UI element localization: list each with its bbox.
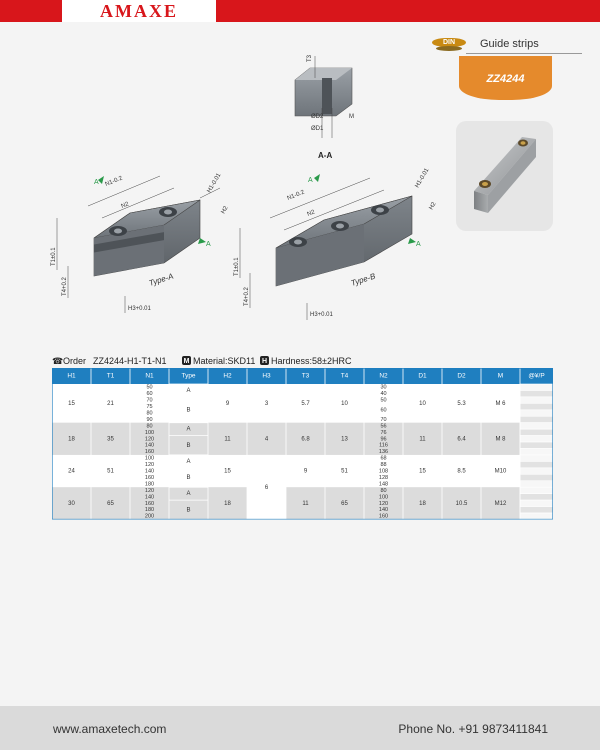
price-cell xyxy=(520,423,553,429)
cell-n1: 60 xyxy=(146,391,153,398)
cell-n2: 60 xyxy=(380,407,387,414)
cell-type: B xyxy=(186,507,191,514)
cell-t1: 65 xyxy=(107,500,114,507)
cell-t4: 13 xyxy=(341,436,348,443)
cell-n2: 88 xyxy=(380,462,387,469)
table-header-10: D2 xyxy=(457,372,466,380)
cell-n1: 160 xyxy=(144,474,155,481)
cell-t4: 51 xyxy=(341,468,348,475)
type-b-label: Type-B xyxy=(349,271,377,288)
cell-n1: 160 xyxy=(144,500,155,507)
label-t1-a: T1±0.1 xyxy=(51,247,57,266)
cell-type: A xyxy=(186,426,191,433)
cell-n1: 100 xyxy=(144,455,155,462)
label-d2: ØD2 xyxy=(311,114,324,120)
cell-n1: 80 xyxy=(146,410,153,417)
price-cell xyxy=(520,442,553,448)
cell-n2: 160 xyxy=(378,513,389,520)
cell-t1: 21 xyxy=(107,400,114,407)
cell-h3-merged: 6 xyxy=(264,484,269,491)
cell-h2: 15 xyxy=(224,468,231,475)
cell-h2: 11 xyxy=(224,436,231,443)
din-badge-label: DIN xyxy=(432,38,466,47)
cell-n2: 30 xyxy=(380,384,387,391)
category-divider xyxy=(466,53,582,54)
cell-n2: 68 xyxy=(380,455,387,462)
cell-n1: 200 xyxy=(144,513,155,520)
price-cell xyxy=(520,513,553,519)
label-t4-a: T4+0.2 xyxy=(62,277,68,296)
cell-n1: 120 xyxy=(144,487,155,494)
product-code-tab xyxy=(459,56,552,100)
brand-logo: AMAXE xyxy=(100,1,178,21)
label-n2-a: N2 xyxy=(120,201,130,210)
price-cell xyxy=(520,461,553,467)
cell-h2: 9 xyxy=(225,400,230,407)
cell-h1: 24 xyxy=(68,468,75,475)
cell-n2: 140 xyxy=(378,507,389,514)
table-header-9: D1 xyxy=(418,372,427,380)
cell-n1: 80 xyxy=(146,423,153,430)
label-h1-a: H1-0.01 xyxy=(206,172,223,194)
cell-m: M 8 xyxy=(495,436,506,443)
cell-n2: 136 xyxy=(378,449,389,456)
price-cell xyxy=(520,384,553,390)
cell-n1: 120 xyxy=(144,462,155,469)
table-header-6: T3 xyxy=(301,372,310,380)
cell-n2: 96 xyxy=(380,436,387,443)
arrow-b-top: A xyxy=(308,177,313,184)
cell-d2: 6.4 xyxy=(457,436,466,443)
label-h3-b: H3+0.01 xyxy=(310,312,333,318)
cell-type: B xyxy=(186,442,191,449)
cell-n1: 140 xyxy=(144,494,155,501)
cell-n1: 160 xyxy=(144,449,155,456)
arrow-a-bottom: A xyxy=(206,241,211,248)
spec-table xyxy=(52,368,553,550)
cell-n2: 56 xyxy=(380,423,387,430)
price-cell xyxy=(520,455,553,461)
phone-number: Phone No. +91 9873411841 xyxy=(398,722,548,736)
price-cell xyxy=(520,410,553,416)
cell-n2: 128 xyxy=(378,474,389,481)
cell-type: A xyxy=(186,491,191,498)
cell-n1: 140 xyxy=(144,468,155,475)
cell-d2: 8.5 xyxy=(457,468,466,475)
label-t3: T3 xyxy=(307,54,313,62)
label-t1-b: T1±0.1 xyxy=(234,257,240,276)
price-cell xyxy=(520,468,553,474)
cell-n1: 180 xyxy=(144,481,155,488)
cell-t3: 5.7 xyxy=(301,400,310,407)
price-cell xyxy=(520,500,553,506)
cell-n1: 75 xyxy=(146,404,153,411)
cell-n2: 108 xyxy=(378,468,389,475)
cell-n2: 120 xyxy=(378,500,389,507)
material-spec: Material:SKD11 xyxy=(193,356,256,366)
category-title: Guide strips xyxy=(480,38,539,50)
table-group-bg xyxy=(52,455,553,487)
cell-n2: 50 xyxy=(380,397,387,404)
cell-d1: 11 xyxy=(419,436,426,443)
table-header-0: H1 xyxy=(67,372,76,380)
type-b-view xyxy=(234,167,438,320)
cell-m: M12 xyxy=(494,500,507,507)
price-cell xyxy=(520,449,553,455)
cell-m: M10 xyxy=(494,468,507,475)
footer xyxy=(0,706,600,750)
table-header-12: @¥/P xyxy=(528,372,545,380)
cell-n2: 40 xyxy=(380,391,387,398)
table-header-1: T1 xyxy=(106,372,115,380)
table-header-2: N1 xyxy=(145,372,154,380)
order-label: Order xyxy=(63,356,87,366)
cell-m: M 6 xyxy=(495,400,506,407)
cell-n1: 70 xyxy=(146,397,153,404)
label-d1: ØD1 xyxy=(311,126,324,132)
type-a-view xyxy=(51,172,230,313)
cell-h1: 18 xyxy=(68,436,75,443)
arrow-b-bottom: A xyxy=(416,241,421,248)
cell-h2: 18 xyxy=(224,500,231,507)
label-n1-a: N1-0.2 xyxy=(104,175,124,188)
cell-n2: 148 xyxy=(378,481,389,488)
cell-n1: 140 xyxy=(144,442,155,449)
cell-h1: 15 xyxy=(68,400,75,407)
section-label: A-A xyxy=(318,151,333,160)
cell-t1: 35 xyxy=(107,436,114,443)
table-header-3: Type xyxy=(181,372,196,380)
cell-t1: 51 xyxy=(107,468,114,475)
label-m: M xyxy=(349,114,354,120)
cell-d2: 10.5 xyxy=(455,500,468,507)
product-photo xyxy=(456,121,553,231)
price-cell xyxy=(520,436,553,442)
order-code: ZZ4244-H1-T1-N1 xyxy=(93,356,167,366)
table-header-11: M xyxy=(497,372,504,380)
product-code: ZZ4244 xyxy=(486,73,525,85)
cell-n1: 180 xyxy=(144,507,155,514)
cell-n2: 116 xyxy=(379,442,388,449)
label-h2-b: H2 xyxy=(428,201,438,211)
website-link[interactable]: www.amaxetech.com xyxy=(53,722,167,736)
table-header-8: N2 xyxy=(379,372,388,380)
price-cell xyxy=(520,403,553,409)
cell-type: A xyxy=(186,458,191,465)
cell-n1: 50 xyxy=(146,384,153,391)
cell-d2: 5.3 xyxy=(457,400,466,407)
price-cell xyxy=(520,397,553,403)
guide-strip-photo-icon xyxy=(456,121,553,231)
price-cell xyxy=(520,507,553,513)
order-info: ☎ Order ZZ4244-H1-T1-N1 M Material:SKD11 H Hardness:58±2HRC xyxy=(52,356,352,366)
technical-drawing xyxy=(40,48,450,328)
logo-box xyxy=(62,0,216,22)
top-bar xyxy=(0,0,600,22)
cell-d1: 18 xyxy=(419,500,426,507)
cell-t4: 10 xyxy=(341,400,348,407)
cell-type: B xyxy=(186,407,191,414)
cell-d1: 10 xyxy=(419,400,426,407)
cell-type: A xyxy=(186,388,191,395)
label-h1-b: H1-0.01 xyxy=(414,167,431,189)
cell-h3: 4 xyxy=(264,436,269,443)
cell-n1: 90 xyxy=(146,416,153,423)
price-cell xyxy=(520,481,553,487)
hardness-spec: Hardness:58±2HRC xyxy=(271,356,352,366)
price-cell xyxy=(520,416,553,422)
cell-n2: 100 xyxy=(378,494,389,501)
arrow-a-top: A xyxy=(94,179,99,186)
cell-t4: 65 xyxy=(341,500,348,507)
price-cell xyxy=(520,494,553,500)
table-header-7: T4 xyxy=(340,372,349,380)
label-t4-b: T4+0.2 xyxy=(244,287,250,306)
label-n1-b: N1-0.2 xyxy=(286,189,306,202)
cell-n1: 100 xyxy=(144,429,155,436)
label-h3-a: H3+0.01 xyxy=(128,306,151,312)
cell-n2: 80 xyxy=(380,487,387,494)
cell-n2: 70 xyxy=(380,416,387,423)
cell-n1: 120 xyxy=(144,436,155,443)
phone-icon: ☎ xyxy=(52,356,64,366)
label-n2-b: N2 xyxy=(306,209,316,218)
type-a-label: Type-A xyxy=(147,271,175,288)
table-header-4: H2 xyxy=(223,372,232,380)
price-cell xyxy=(520,429,553,435)
price-cell xyxy=(520,487,553,493)
label-h2-a: H2 xyxy=(220,205,230,215)
section-view xyxy=(295,54,354,160)
cell-h1: 30 xyxy=(68,500,75,507)
cell-t3: 6.8 xyxy=(301,436,310,443)
cell-n2: 76 xyxy=(380,429,387,436)
cell-t3: 11 xyxy=(302,500,309,507)
price-cell xyxy=(520,390,553,396)
cell-t3: 9 xyxy=(303,468,308,475)
table-header-5: H3 xyxy=(262,372,271,380)
price-cell xyxy=(520,474,553,480)
cell-d1: 15 xyxy=(419,468,426,475)
cell-h3: 3 xyxy=(264,400,269,407)
cell-type: B xyxy=(186,475,191,482)
